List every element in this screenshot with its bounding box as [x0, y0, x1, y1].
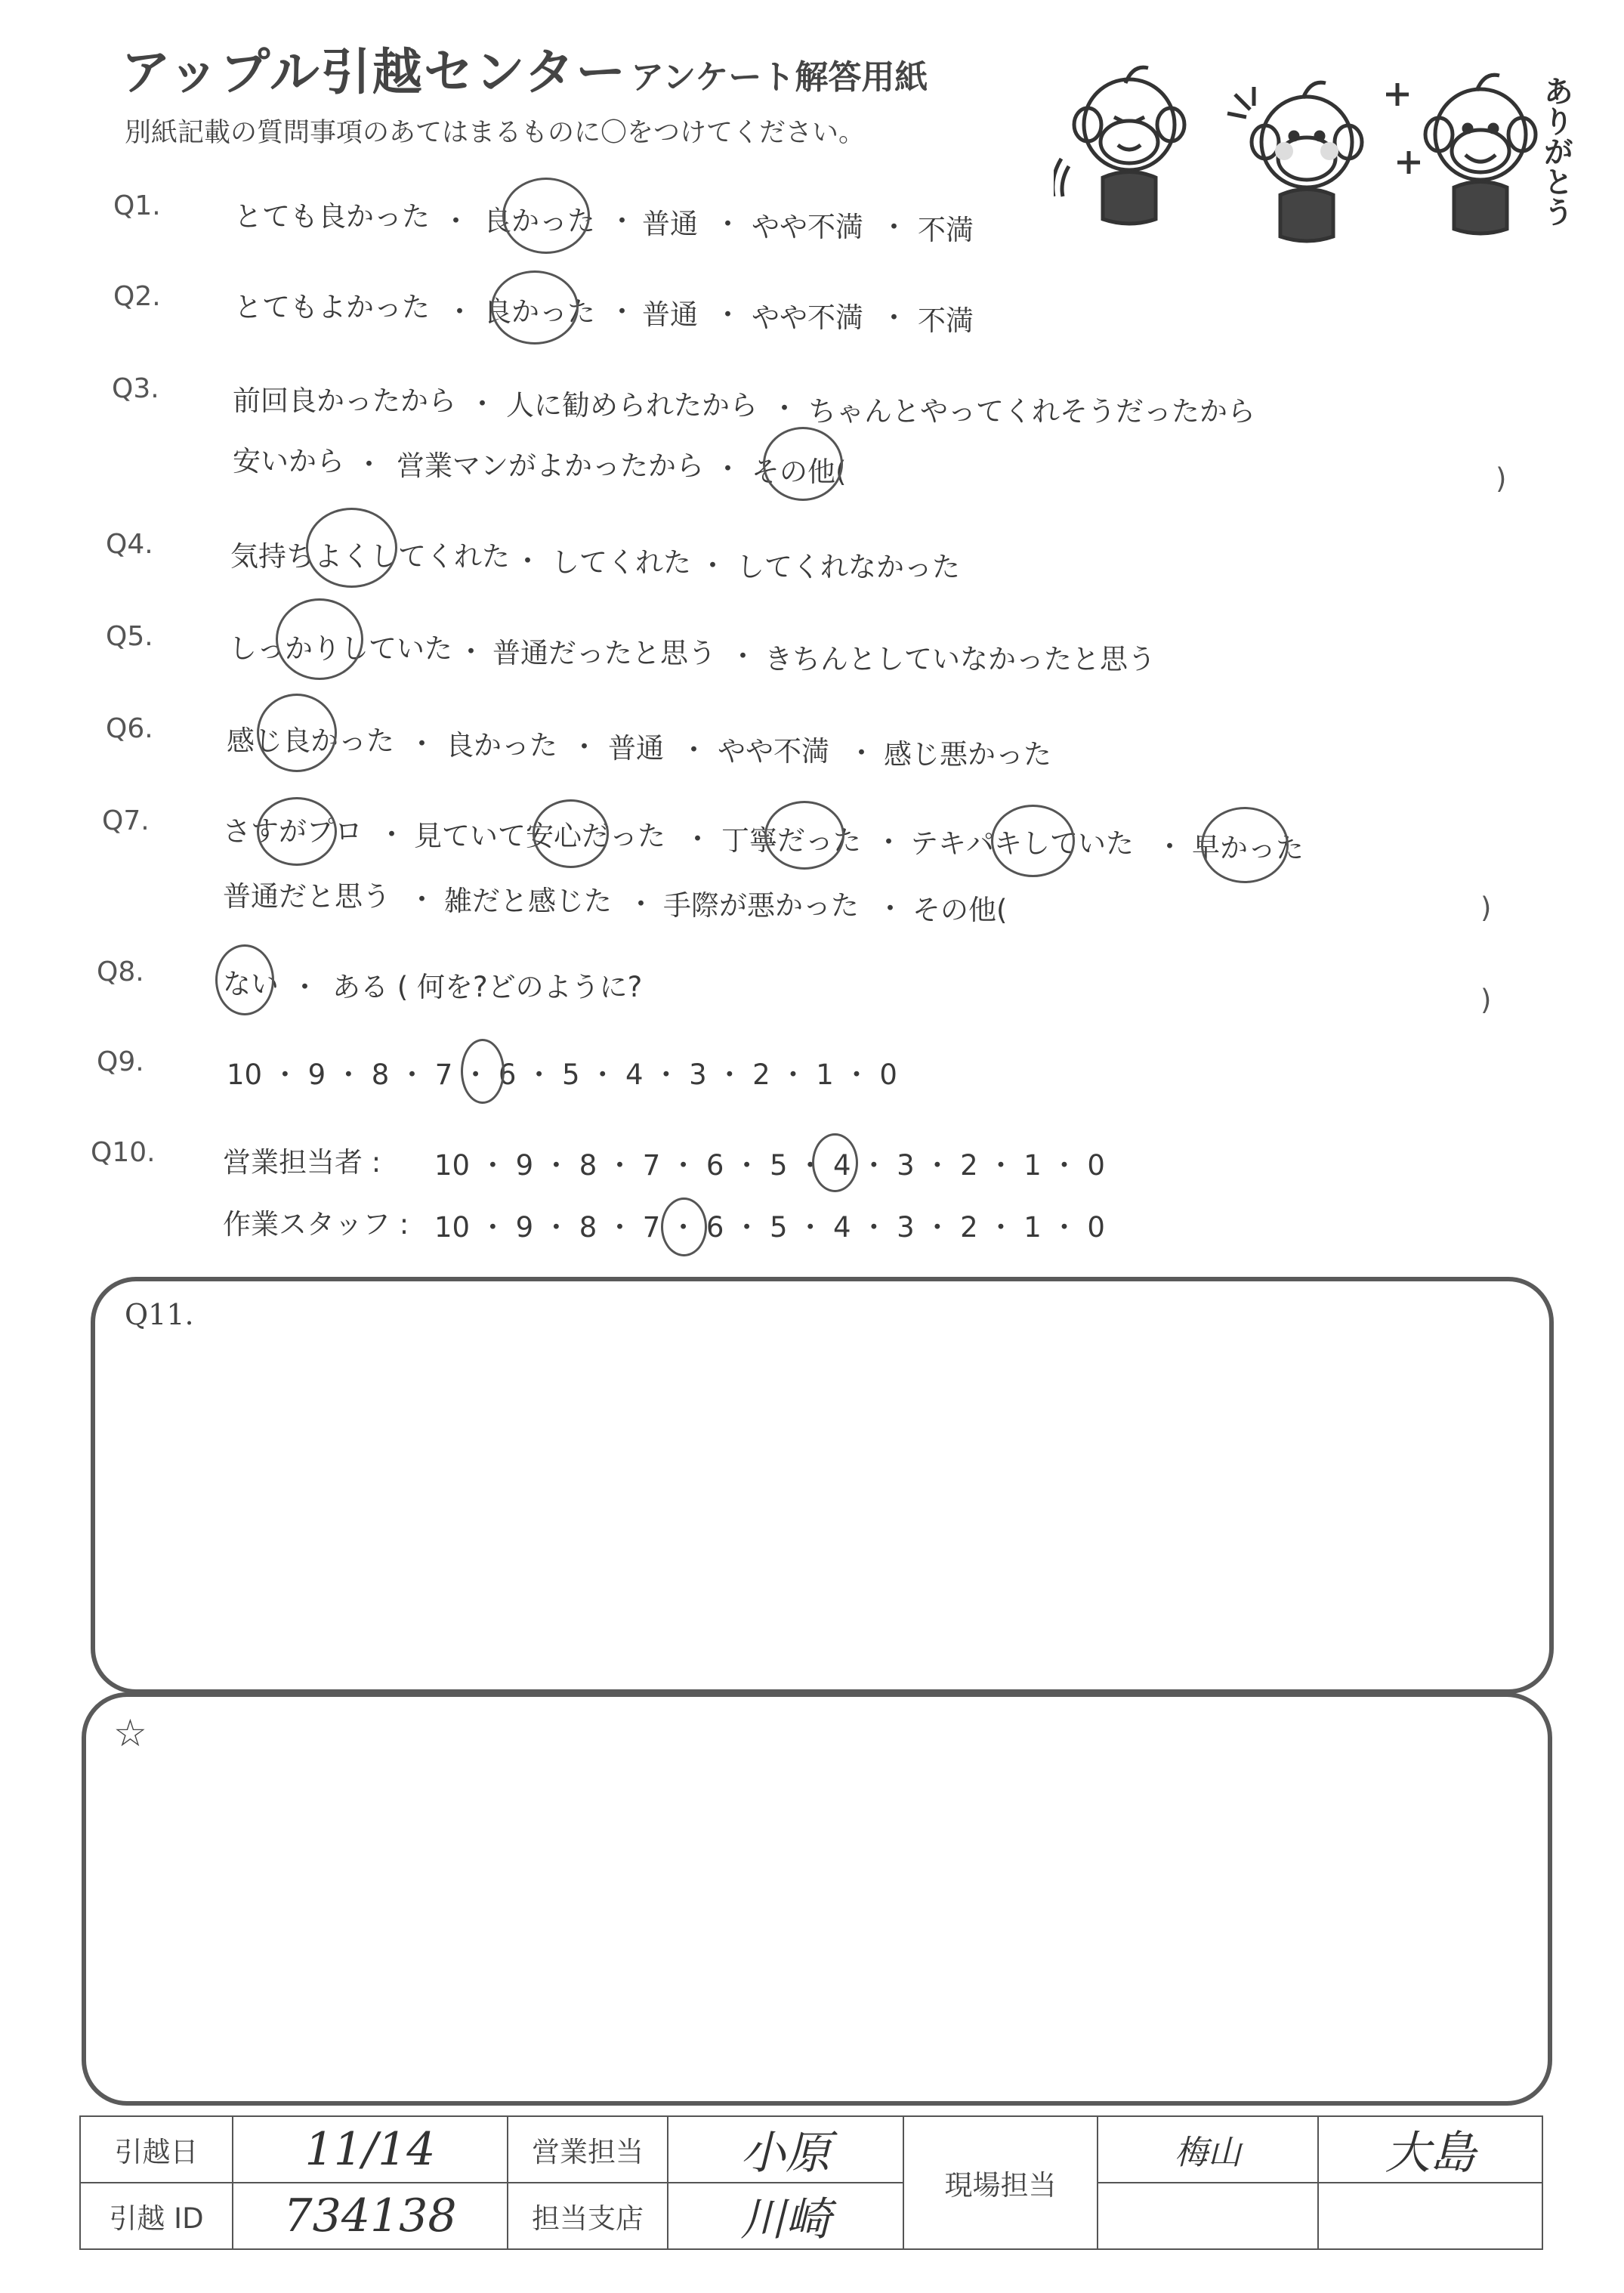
- form-subtitle: アンケート解答用紙: [631, 58, 928, 97]
- q8-selection-circle: [215, 944, 274, 1015]
- q10-staff-9[interactable]: 9: [515, 1211, 534, 1244]
- q1-option-1[interactable]: とても良かった: [234, 200, 430, 233]
- q10-sales-6[interactable]: 6: [705, 1149, 724, 1182]
- q2-option-2[interactable]: 良かった: [483, 295, 595, 328]
- q9-scale: 10 ・ 9 ・ 8 ・ 7 ・ 6 ・ 5 ・ 4 ・ 3 ・ 2 ・ 1 ・ 0: [227, 1058, 897, 1091]
- q7-option-8[interactable]: 手際が悪かった: [663, 889, 859, 922]
- q10-sales-scale: 10 ・ 9 ・ 8 ・ 7 ・ 6 ・ 5 ・ 4 ・ 3 ・ 2 ・ 1 ・ 0: [434, 1149, 1105, 1182]
- q7-option-2[interactable]: 見ていて安心だった: [414, 820, 665, 852]
- q9-value-8[interactable]: 8: [371, 1058, 390, 1091]
- form-instruction: 別紙記載の質問事項のあてはまるものに〇をつけてください。: [125, 118, 866, 148]
- q3-option-4[interactable]: 安いから: [233, 445, 344, 477]
- q10-sales-5[interactable]: 5: [769, 1149, 788, 1182]
- q10-sales-7[interactable]: 7: [642, 1149, 661, 1182]
- q6-selection-circle: [257, 694, 337, 772]
- q9-value-2[interactable]: 2: [752, 1058, 770, 1091]
- q10-staff-5[interactable]: 5: [769, 1211, 788, 1244]
- q10-staff-7[interactable]: 7: [642, 1211, 661, 1244]
- field-staff-2: 大島: [1385, 2127, 1476, 2180]
- q10-label: Q10.: [91, 1137, 156, 1168]
- q8-option-1[interactable]: ない: [223, 968, 279, 1000]
- q3-option-2[interactable]: 人に勧められたから: [506, 389, 758, 422]
- q10-staff-6[interactable]: 6: [705, 1211, 724, 1244]
- q4-option-2[interactable]: してくれた: [551, 546, 691, 579]
- q3-option-1[interactable]: 前回良かったから: [233, 385, 456, 417]
- q7-selection-circle-1: [257, 797, 337, 866]
- q1-option-3[interactable]: 普通: [642, 208, 698, 240]
- q2-option-1[interactable]: とてもよかった: [234, 291, 430, 323]
- q6-option-3[interactable]: 普通: [608, 732, 664, 765]
- star-comment-box[interactable]: [82, 1692, 1552, 2106]
- q1-option-5[interactable]: 不満: [918, 214, 974, 246]
- q11-answer-box[interactable]: [91, 1277, 1554, 1694]
- q6-option-4[interactable]: やや不満: [718, 735, 829, 768]
- star-label: ☆: [113, 1711, 147, 1755]
- q3-label: Q3.: [112, 373, 159, 404]
- field-staff-1: 梅山: [1175, 2134, 1241, 2172]
- q5-selection-circle: [276, 598, 363, 680]
- q6-option-2[interactable]: 良かった: [446, 729, 557, 762]
- q9-value-5[interactable]: 5: [561, 1058, 580, 1091]
- q2-option-3[interactable]: 普通: [642, 298, 698, 331]
- q7-close-paren: ): [1480, 892, 1492, 924]
- q3-selection-circle: [763, 427, 843, 501]
- q10-staff-0[interactable]: 0: [1087, 1211, 1105, 1244]
- q8-label: Q8.: [97, 956, 144, 987]
- q10-sales-2[interactable]: 2: [960, 1149, 978, 1182]
- move-date-value: 11/14: [304, 2123, 436, 2176]
- q3-close-paren: ): [1496, 462, 1507, 495]
- sales-rep-label: 営業担当: [508, 2116, 668, 2183]
- q10-staff-scale: 10 ・ 9 ・ 8 ・ 7 ・ 6 ・ 5 ・ 4 ・ 3 ・ 2 ・ 1 ・ 0: [434, 1211, 1105, 1244]
- q1-selection-circle: [502, 178, 590, 254]
- move-id-label: 引越 ID: [80, 2183, 233, 2249]
- q4-option-3[interactable]: してくれなかった: [736, 551, 960, 583]
- q10-staff-label: 作業スタッフ :: [223, 1208, 409, 1241]
- q10-staff-10[interactable]: 10: [434, 1211, 471, 1244]
- q2-option-5[interactable]: 不満: [918, 304, 974, 337]
- q9-value-4[interactable]: 4: [625, 1058, 644, 1091]
- q6-option-5[interactable]: 感じ悪かった: [884, 738, 1051, 771]
- move-date-label: 引越日: [80, 2116, 233, 2183]
- q4-label: Q4.: [106, 529, 153, 560]
- q10-sales-selection-circle: [812, 1133, 858, 1192]
- q10-sales-label: 営業担当者 :: [223, 1146, 381, 1179]
- q7-option-5[interactable]: 早かった: [1192, 832, 1304, 864]
- q1-option-4[interactable]: やや不満: [752, 211, 863, 243]
- field-staff-label: 現場担当: [903, 2116, 1098, 2249]
- q5-option-1[interactable]: しっかりしていた: [229, 632, 452, 665]
- q9-label: Q9.: [97, 1046, 144, 1077]
- q7-option-9[interactable]: その他(: [912, 894, 1008, 926]
- q10-sales-3[interactable]: 3: [897, 1149, 915, 1182]
- q7-selection-circle-5: [1201, 807, 1289, 883]
- q2-label: Q2.: [113, 281, 161, 312]
- q7-selection-circle-2: [533, 799, 609, 868]
- q1-option-2[interactable]: 良かった: [483, 205, 595, 237]
- q7-selection-circle-3: [764, 801, 844, 870]
- q10-sales-9[interactable]: 9: [515, 1149, 534, 1182]
- q3-option-6[interactable]: その他(: [752, 456, 847, 488]
- q10-staff-4[interactable]: 4: [833, 1211, 851, 1244]
- q9-value-9[interactable]: 9: [307, 1058, 326, 1091]
- move-id-value: 734138: [283, 2189, 457, 2242]
- q5-option-3[interactable]: きちんとしていなかったと思う: [764, 643, 1156, 675]
- q8-close-paren: ): [1480, 984, 1492, 1016]
- q6-option-1[interactable]: 感じ良かった: [227, 725, 394, 757]
- q4-selection-circle: [306, 508, 397, 588]
- q7-label: Q7.: [102, 805, 150, 836]
- q10-staff-8[interactable]: 8: [579, 1211, 597, 1244]
- q4-option-1[interactable]: 気持ちよくしてくれた: [230, 540, 510, 573]
- q7-option-1[interactable]: さすがプロ: [223, 815, 363, 848]
- q7-option-7[interactable]: 雑だと感じた: [444, 885, 612, 917]
- q10-staff-1[interactable]: 1: [1023, 1211, 1042, 1244]
- q7-selection-circle-4: [991, 805, 1075, 877]
- q10-sales-1[interactable]: 1: [1023, 1149, 1042, 1182]
- sales-rep-value: 小原: [740, 2127, 831, 2180]
- branch-label: 担当支店: [508, 2183, 668, 2249]
- q9-value-1[interactable]: 1: [816, 1058, 834, 1091]
- q7-option-3[interactable]: 丁寧だった: [721, 824, 861, 857]
- q10-sales-4[interactable]: 4: [833, 1149, 851, 1182]
- form-title: アップル引越センター: [121, 43, 628, 101]
- footer-table: [79, 2115, 1543, 2250]
- q3-option-5[interactable]: 営業マンがよかったから: [397, 450, 704, 482]
- q7-option-6[interactable]: 普通だと思う: [223, 880, 391, 913]
- q7-option-4[interactable]: テキパキしていた: [910, 827, 1134, 860]
- q3-option-3[interactable]: ちゃんとやってくれそうだったから: [808, 395, 1255, 428]
- q10-staff-2[interactable]: 2: [960, 1211, 978, 1244]
- q9-value-10[interactable]: 10: [227, 1058, 263, 1091]
- monkey-mascots-illustration: [1054, 53, 1582, 257]
- q10-sales-0[interactable]: 0: [1087, 1149, 1105, 1182]
- q9-value-6[interactable]: 6: [498, 1058, 517, 1091]
- q8-option-2[interactable]: ある ( 何を?どのように?: [332, 971, 643, 1003]
- q10-sales-8[interactable]: 8: [579, 1149, 597, 1182]
- q10-staff-3[interactable]: 3: [897, 1211, 915, 1244]
- q9-value-7[interactable]: 7: [434, 1058, 453, 1091]
- q2-selection-circle: [491, 270, 579, 345]
- q5-label: Q5.: [106, 621, 153, 652]
- q9-selection-circle: [461, 1039, 505, 1104]
- q9-value-0[interactable]: 0: [879, 1058, 897, 1091]
- q5-option-2[interactable]: 普通だったと思う: [492, 637, 716, 669]
- q1-label: Q1.: [113, 190, 161, 221]
- q11-label: Q11.: [125, 1298, 194, 1331]
- q10-sales-10[interactable]: 10: [434, 1149, 471, 1182]
- q6-label: Q6.: [106, 713, 153, 744]
- q2-option-4[interactable]: やや不満: [752, 301, 863, 334]
- branch-value: 川崎: [740, 2193, 831, 2246]
- thanks-label: ありがとう: [1539, 76, 1573, 227]
- q9-value-3[interactable]: 3: [689, 1058, 707, 1091]
- q10-staff-selection-circle: [661, 1197, 707, 1256]
